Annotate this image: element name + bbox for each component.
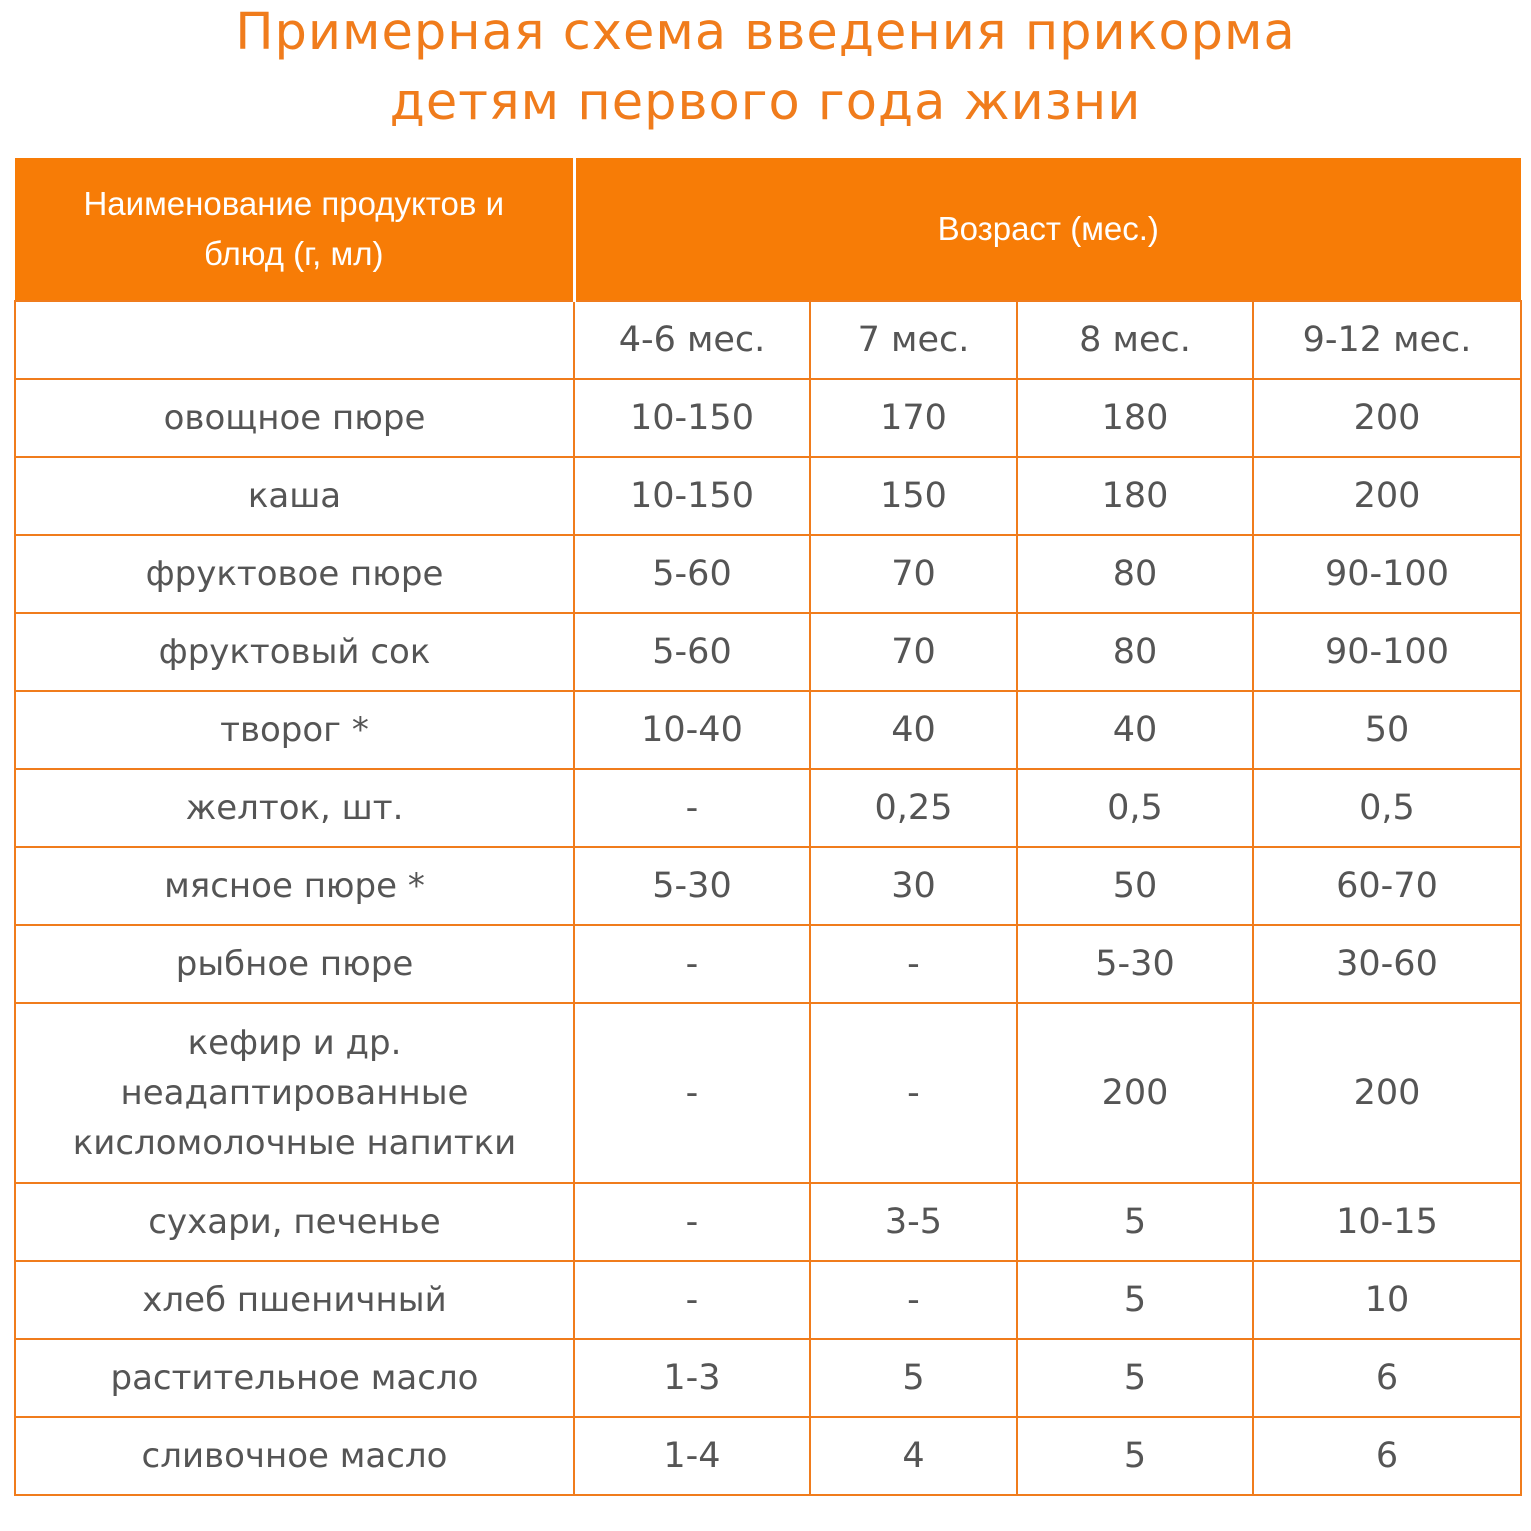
- table-row: [15, 1261, 1521, 1339]
- value-cell: 40: [1017, 691, 1253, 769]
- value-cell: 10-40: [574, 691, 810, 769]
- value-cell: -: [574, 1183, 810, 1261]
- age-subheader-empty: [15, 301, 574, 379]
- value-cell: 70: [810, 613, 1017, 691]
- value-cell: 180: [1017, 457, 1253, 535]
- feeding-schedule-table: [14, 158, 1522, 1496]
- table-row: [15, 847, 1521, 925]
- value-cell: 70: [810, 535, 1017, 613]
- header-product-label: Наименование продуктов и блюд (г, мл): [83, 185, 505, 272]
- value-cell: 90-100: [1253, 613, 1521, 691]
- age-label: 8 мес.: [1017, 301, 1253, 379]
- table-header-row: [15, 158, 1521, 301]
- value-cell: 5: [1017, 1339, 1253, 1417]
- header-product-column: [15, 158, 574, 301]
- value-cell: -: [574, 769, 810, 847]
- value-cell: 5-30: [1017, 925, 1253, 1003]
- table-row: [15, 1003, 1521, 1183]
- table-row: [15, 1417, 1521, 1495]
- value-cell: 10-150: [574, 379, 810, 457]
- table-row: [15, 691, 1521, 769]
- age-subheader-row: [15, 301, 1521, 379]
- value-cell: 5: [1017, 1261, 1253, 1339]
- value-cell: 6: [1253, 1417, 1521, 1495]
- value-cell: 200: [1253, 1003, 1521, 1183]
- age-label: 9-12 мес.: [1253, 301, 1521, 379]
- value-cell: 170: [810, 379, 1017, 457]
- table-body: [15, 301, 1521, 1495]
- value-cell: 6: [1253, 1339, 1521, 1417]
- product-name-cell: мясное пюре *: [15, 847, 574, 925]
- value-cell: 10-150: [574, 457, 810, 535]
- value-cell: 50: [1017, 847, 1253, 925]
- age-label: 7 мес.: [810, 301, 1017, 379]
- value-cell: -: [810, 1003, 1017, 1183]
- table-row: [15, 769, 1521, 847]
- value-cell: 0,5: [1017, 769, 1253, 847]
- value-cell: 1-4: [574, 1417, 810, 1495]
- value-cell: 1-3: [574, 1339, 810, 1417]
- table-row: [15, 925, 1521, 1003]
- table-row: [15, 457, 1521, 535]
- value-cell: -: [574, 1003, 810, 1183]
- table-row: [15, 535, 1521, 613]
- value-cell: 5-60: [574, 535, 810, 613]
- value-cell: 60-70: [1253, 847, 1521, 925]
- value-cell: 90-100: [1253, 535, 1521, 613]
- value-cell: 180: [1017, 379, 1253, 457]
- value-cell: 80: [1017, 613, 1253, 691]
- value-cell: 200: [1253, 379, 1521, 457]
- table-row: [15, 1339, 1521, 1417]
- value-cell: 5-30: [574, 847, 810, 925]
- product-name-cell: каша: [15, 457, 574, 535]
- title-line-2: детям первого года жизни: [389, 73, 1142, 132]
- value-cell: 4: [810, 1417, 1017, 1495]
- value-cell: 5: [810, 1339, 1017, 1417]
- product-name-cell: творог *: [15, 691, 574, 769]
- title-line-1: Примерная схема введения прикорма: [235, 3, 1296, 62]
- value-cell: -: [574, 1261, 810, 1339]
- product-name-cell: сухари, печенье: [15, 1183, 574, 1261]
- value-cell: 0,25: [810, 769, 1017, 847]
- value-cell: 0,5: [1253, 769, 1521, 847]
- value-cell: 30: [810, 847, 1017, 925]
- product-name-cell: фруктовое пюре: [15, 535, 574, 613]
- value-cell: 200: [1253, 457, 1521, 535]
- product-name-cell: сливочное масло: [15, 1417, 574, 1495]
- value-cell: -: [574, 925, 810, 1003]
- product-name-cell: рыбное пюре: [15, 925, 574, 1003]
- value-cell: 5-60: [574, 613, 810, 691]
- product-name-cell: растительное масло: [15, 1339, 574, 1417]
- value-cell: 150: [810, 457, 1017, 535]
- value-cell: 5: [1017, 1183, 1253, 1261]
- product-name-cell: кефир и др. неадаптированные кисломолочные напитки: [15, 1003, 574, 1183]
- table-row: [15, 379, 1521, 457]
- table-row: [15, 613, 1521, 691]
- value-cell: 3-5: [810, 1183, 1017, 1261]
- value-cell: 50: [1253, 691, 1521, 769]
- value-cell: 5: [1017, 1417, 1253, 1495]
- value-cell: -: [810, 1261, 1017, 1339]
- product-name-cell: фруктовый сок: [15, 613, 574, 691]
- table-row: [15, 1183, 1521, 1261]
- value-cell: 200: [1017, 1003, 1253, 1183]
- age-label: 4-6 мес.: [574, 301, 810, 379]
- value-cell: 10-15: [1253, 1183, 1521, 1261]
- product-name-cell: желток, шт.: [15, 769, 574, 847]
- value-cell: 10: [1253, 1261, 1521, 1339]
- value-cell: 40: [810, 691, 1017, 769]
- value-cell: -: [810, 925, 1017, 1003]
- product-name-cell: хлеб пшеничный: [15, 1261, 574, 1339]
- value-cell: 30-60: [1253, 925, 1521, 1003]
- value-cell: 80: [1017, 535, 1253, 613]
- product-name-cell: овощное пюре: [15, 379, 574, 457]
- header-age-column: Возраст (мес.): [574, 158, 1521, 301]
